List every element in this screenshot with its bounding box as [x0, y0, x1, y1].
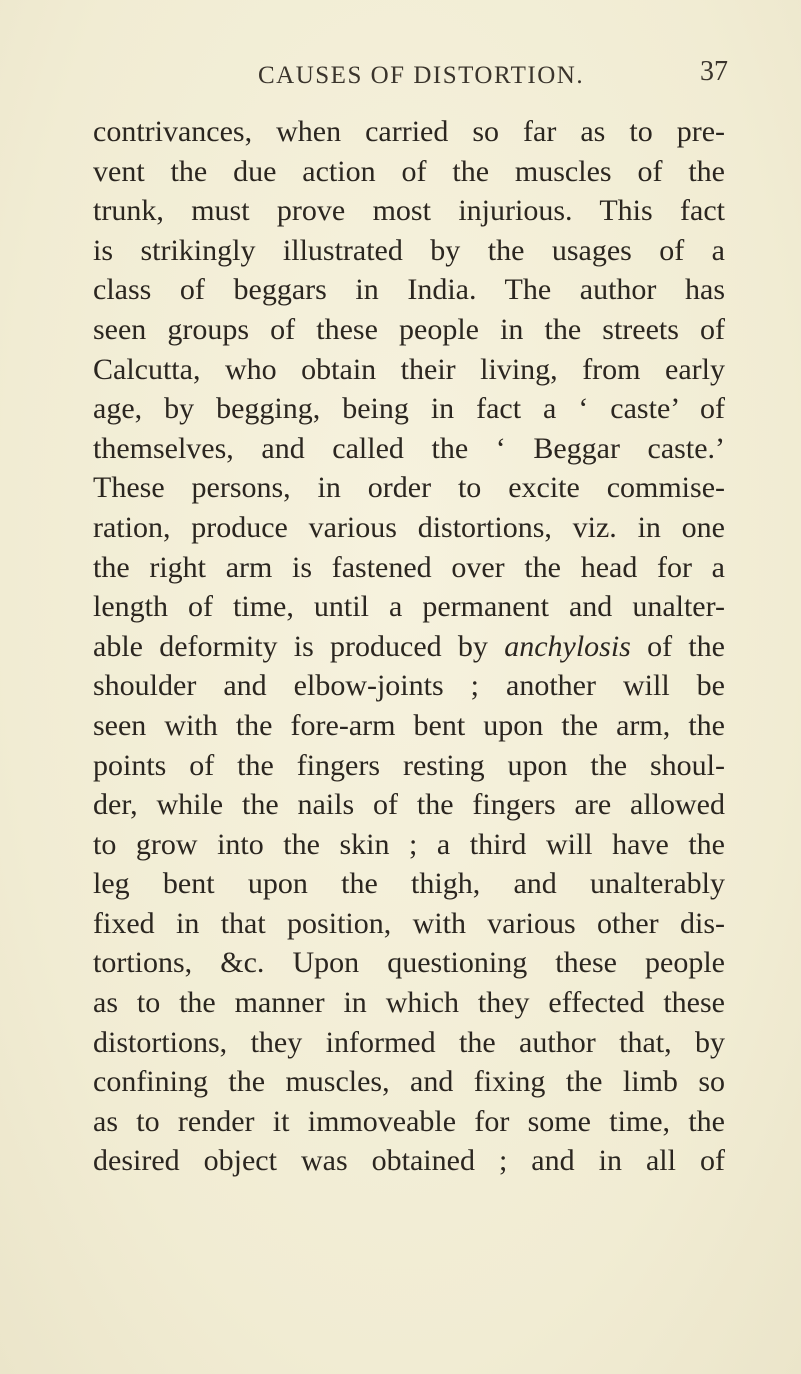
- text-line: vent the due action of the muscles of the: [93, 154, 725, 188]
- text-line: is strikingly illustrated by the usages of a: [93, 233, 725, 267]
- text-line: points of the fingers resting upon the shoul-: [93, 748, 725, 782]
- text-line: to grow into the skin ; a third will have the: [93, 827, 725, 861]
- text-line: seen groups of these people in the streets of: [93, 312, 725, 346]
- text-line: shoulder and elbow-joints ; another will be: [93, 669, 725, 703]
- text-line: contrivances, when carried so far as to pre-: [93, 115, 725, 148]
- text-line: trunk, must prove most injurious. This fact: [93, 194, 725, 228]
- text-line: fixed in that position, with various other dis-: [93, 906, 725, 940]
- text-run: of the: [630, 629, 725, 663]
- text-line-with-italic: [93, 627, 725, 667]
- text-line: seen with the fore-arm bent upon the arm, the: [93, 708, 725, 742]
- text-line: tortions, &c. Upon questioning these people: [93, 946, 725, 980]
- running-head: [0, 56, 801, 96]
- text-line: length of time, until a permanent and unalter-: [93, 590, 725, 624]
- text-line: These persons, in order to excite commise-: [93, 471, 725, 505]
- text-line: Calcutta, who obtain their living, from early: [93, 352, 725, 386]
- text-line: themselves, and called the ‘ Beggar caste.’: [93, 431, 725, 465]
- text-run: able deformity is produced by: [93, 629, 505, 663]
- text-line: desired object was obtained ; and in all of: [93, 1144, 725, 1178]
- text-line: the right arm is fastened over the head for a: [93, 550, 725, 584]
- text-line: distortions, they informed the author that, by: [93, 1025, 725, 1059]
- page-number: 37: [700, 56, 728, 87]
- italic-term: anchylosis: [504, 629, 631, 663]
- text-line: der, while the nails of the fingers are allowed: [93, 788, 725, 822]
- body-text: [93, 112, 725, 1181]
- text-line: as to the manner in which they effected these: [93, 986, 725, 1020]
- running-head-title: CAUSES OF DISTORTION.: [258, 62, 585, 89]
- text-line: class of beggars in India. The author has: [93, 273, 725, 307]
- text-line: ration, produce various distortions, viz. in one: [93, 510, 725, 544]
- text-line: as to render it immoveable for some time, the: [93, 1104, 725, 1138]
- text-line: confining the muscles, and fixing the limb so: [93, 1065, 725, 1099]
- text-line: leg bent upon the thigh, and unalterably: [93, 867, 725, 901]
- text-line: age, by begging, being in fact a ‘ caste’ of: [93, 392, 725, 426]
